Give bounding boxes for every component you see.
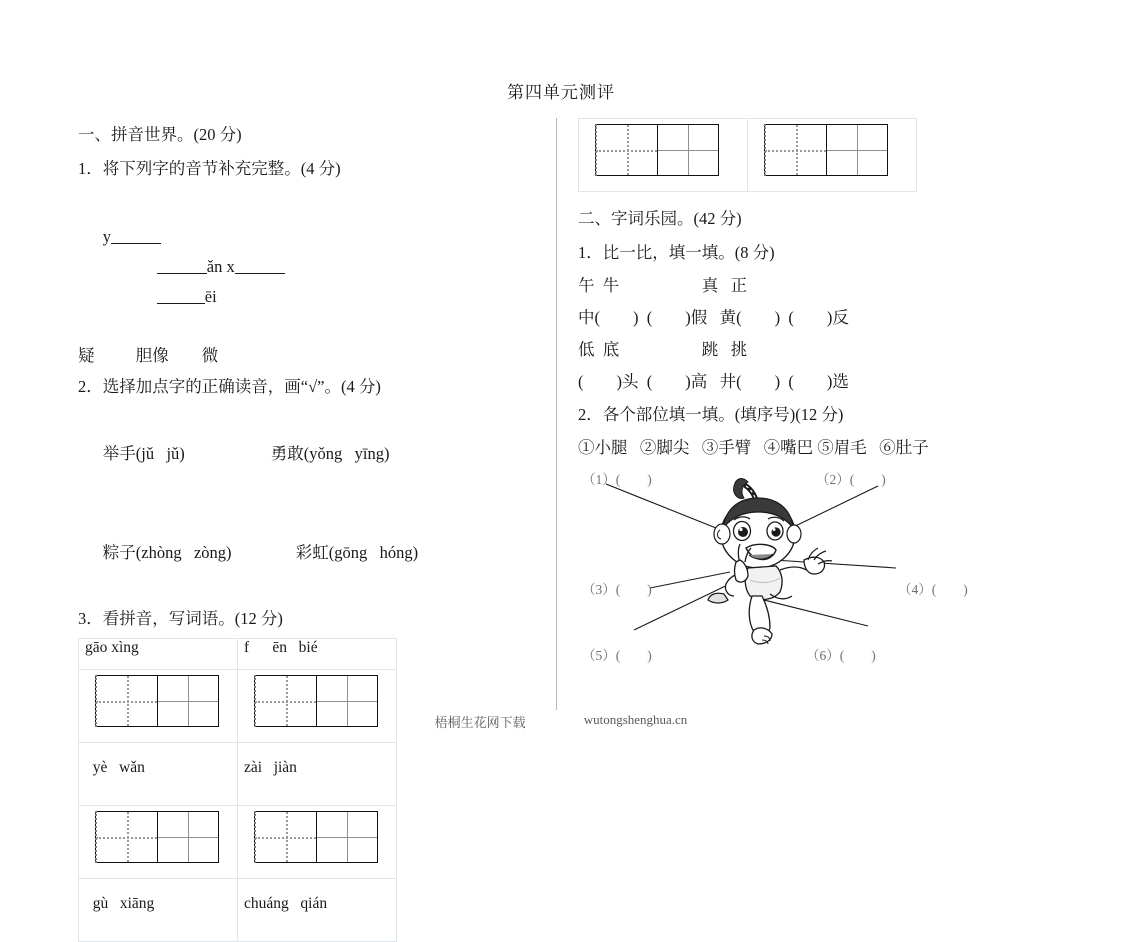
section1-heading: 一、拼音世界。(20 分) — [78, 125, 242, 144]
diagram-blank-1[interactable]: （1）( ) — [582, 472, 652, 487]
write-cell-zaijian[interactable] — [238, 806, 397, 879]
write-cell-chuangqian[interactable] — [748, 119, 917, 192]
foot — [752, 628, 772, 644]
ear-left — [714, 524, 730, 544]
tianzige-grid[interactable] — [254, 811, 378, 863]
tianzige-grid[interactable] — [764, 124, 888, 176]
footer-site-name: 梧桐生花网下载 — [434, 715, 526, 730]
write-box-row-2 — [79, 806, 397, 879]
compare-pair-row-2: 低 底 跳 挑 — [578, 340, 748, 359]
question2-2-heading: 2．各个部位填一填。(填序号)(12 分) — [578, 405, 844, 424]
diagram-blank-3[interactable]: （3）( ) — [582, 582, 652, 597]
body-part-options: ①小腿 ②脚尖 ③手臂 ④嘴巴 ⑤眉毛 ⑥肚子 — [578, 438, 929, 457]
diagram-blank-2[interactable]: （2）( ) — [816, 472, 886, 487]
reading-choice-jushou[interactable]: 举手(jǔ jǔ) — [102, 444, 185, 463]
pointer-line-6 — [756, 598, 868, 626]
reading-choice-yonggan[interactable]: 勇敢(yǒng yīng) — [270, 444, 390, 463]
write-pinyin-row-2 — [79, 743, 397, 806]
pinyin-blank-2[interactable] — [157, 258, 207, 274]
pinyin-blank-row — [78, 192, 533, 342]
tianzige-grid[interactable] — [95, 811, 219, 863]
pinyin-fragment-anx: ǎn x — [206, 257, 235, 276]
reading-choice-caihong[interactable]: 彩虹(gōng hóng) — [295, 543, 419, 562]
write-box-row-1 — [79, 670, 397, 743]
left-column — [78, 118, 533, 942]
diagram-blank-6[interactable]: （6）( ) — [806, 648, 876, 663]
pinyin-fragment-ei: ēi — [204, 287, 217, 306]
pupil-left — [738, 527, 748, 537]
page-footer — [0, 712, 1122, 731]
ear-right — [787, 525, 801, 543]
pinyin-label-guxiang: gù xiāng — [79, 879, 238, 942]
question1-3-heading: 3．看拼音，写词语。(12 分) — [78, 609, 283, 628]
reading-choice-row-2 — [78, 503, 533, 602]
cartoon-child-figure — [708, 479, 832, 644]
pinyin-label-chuangqian: chuáng qián — [238, 879, 397, 942]
column-divider — [556, 118, 557, 710]
tianzige-grid[interactable] — [595, 124, 719, 176]
question1-2-heading: 2．选择加点字的正确读音，画“√”。(4 分) — [78, 377, 381, 396]
reading-choice-zongzi[interactable]: 粽子(zhòng zòng) — [102, 543, 232, 562]
right-column — [578, 118, 1038, 678]
sash — [708, 593, 728, 603]
eye-highlight-left — [739, 528, 742, 531]
write-cell-gaoxing[interactable] — [79, 670, 238, 743]
write-pinyin-row-1 — [79, 639, 397, 670]
write-box-row-3 — [579, 119, 917, 192]
write-words-table-continued — [578, 118, 917, 192]
compare-pair-row-1: 午 牛 真 正 — [578, 276, 748, 295]
diagram-blank-4[interactable]: （4）( ) — [898, 582, 968, 597]
compare-fill-row-1[interactable]: 中( ) ( )假 黄( ) ( )反 — [578, 308, 849, 327]
write-pinyin-row-3 — [79, 879, 397, 942]
pinyin-label-yewan: yè wǎn — [79, 743, 238, 806]
reading-choice-row-1 — [78, 404, 533, 503]
pinyin-chars-row: 疑 胆像 微 — [78, 346, 219, 365]
write-words-table — [78, 638, 397, 942]
arm-right — [780, 567, 806, 570]
section2-heading: 二、字词乐园。(42 分) — [578, 209, 742, 228]
body-parts-diagram — [578, 468, 1038, 678]
question2-1-heading: 1．比一比，填一填。(8 分) — [578, 243, 775, 262]
pinyin-blank-3[interactable] — [235, 258, 285, 274]
pinyin-label-fenbie: f ēn bié — [238, 639, 397, 670]
diagram-blank-5[interactable]: （5）( ) — [582, 648, 652, 663]
pinyin-blank-4[interactable] — [157, 288, 205, 304]
write-cell-yewan[interactable] — [79, 806, 238, 879]
pinyin-label-zaijian: zài jiàn — [238, 743, 397, 806]
page-title: 第四单元测评 — [507, 83, 615, 102]
question1-1-heading: 1．将下列字的音节补充完整。(4 分) — [78, 159, 341, 178]
eye-highlight-right — [773, 528, 776, 531]
pinyin-fragment-y: y — [102, 227, 111, 246]
footer-site-url: wutongshenghua.cn — [583, 712, 688, 727]
write-cell-guxiang[interactable] — [579, 119, 748, 192]
write-cell-fenbie[interactable] — [238, 670, 397, 743]
pinyin-label-gaoxing: gāo xìng — [79, 639, 238, 670]
pointer-line-3 — [650, 572, 730, 588]
compare-fill-row-2[interactable]: ( )头 ( )高 井( ) ( )选 — [578, 372, 849, 391]
pinyin-blank-1[interactable] — [111, 228, 161, 244]
